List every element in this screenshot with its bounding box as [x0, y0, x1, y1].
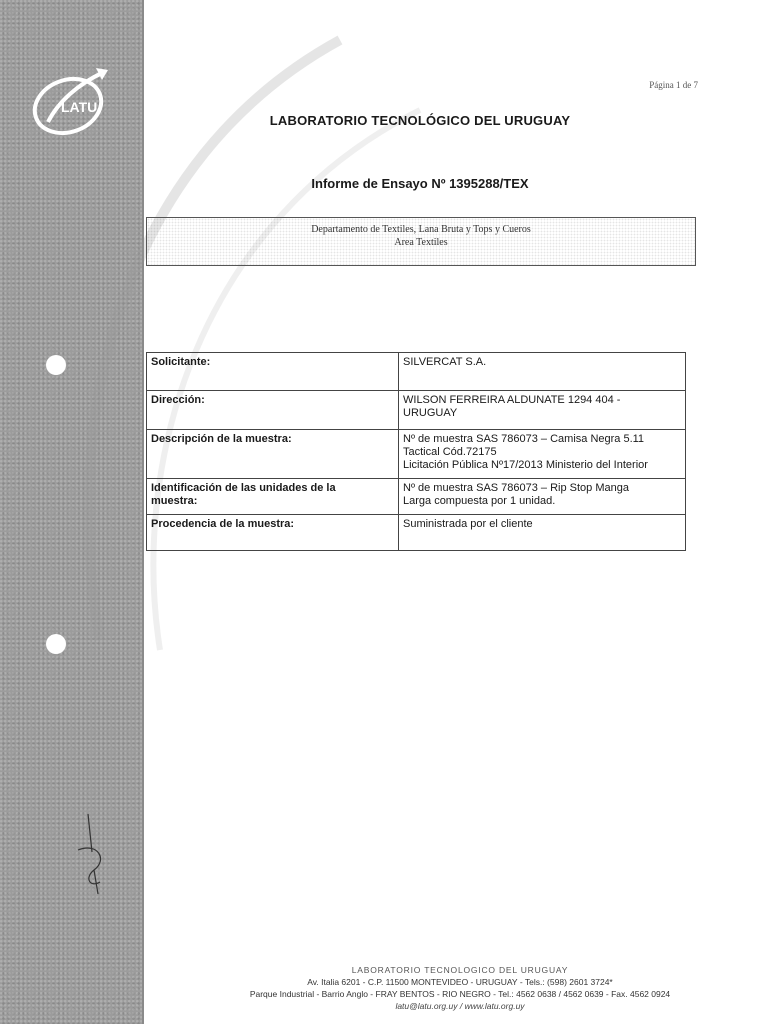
value-line: Suministrada por el cliente [403, 518, 533, 530]
value-line: Nº de muestra SAS 786073 – Rip Stop Manga [403, 482, 629, 494]
label-line: muestra: [151, 495, 198, 507]
department-area: Area Textiles [394, 237, 448, 248]
table-row [147, 430, 686, 479]
side-band-edge [142, 0, 144, 1024]
org-title: LABORATORIO TECNOLÓGICO DEL URUGUAY [269, 113, 571, 128]
row-value-direccion [399, 391, 686, 430]
department-name: Departamento de Textiles, Lana Bruta y Tops y Cueros [311, 224, 531, 235]
row-value-descripcion [399, 430, 686, 479]
punch-hole-bottom [46, 634, 66, 654]
value-line: Larga compuesta por 1 unidad. [403, 495, 556, 507]
footer-address-montevideo: Av. Italia 6201 - C.P. 11500 MONTEVIDEO - URUGUAY - Tels.: (598) 2601 3724* [307, 977, 613, 987]
row-label-solicitante: Solicitante: [147, 353, 399, 391]
footer-org: LABORATORIO TECNOLOGICO DEL URUGUAY [351, 965, 569, 975]
footer [150, 964, 768, 1012]
footer-address-fray-bentos: Parque Industrial - Barrio Anglo - FRAY BENTOS - RIO NEGRO - Tel.: 4562 0638 / 4562 0639 - Fax. 4562 0924 [249, 989, 671, 999]
row-value-identificacion [399, 479, 686, 515]
value-line: WILSON FERREIRA ALDUNATE 1294 404 - [403, 394, 621, 406]
row-label-direccion: Dirección: [147, 391, 399, 430]
table-row [147, 391, 686, 430]
logo-text: LATU [61, 99, 98, 115]
punch-hole-top [46, 355, 66, 375]
table-row [147, 479, 686, 515]
latu-logo [28, 62, 120, 142]
row-label-identificacion [147, 479, 399, 515]
value-line: Tactical Cód.72175 [403, 446, 497, 458]
row-value-solicitante [399, 353, 686, 391]
row-value-procedencia [399, 515, 686, 551]
department-box [146, 217, 696, 266]
table-row [147, 353, 686, 391]
value-line: URUGUAY [403, 407, 458, 419]
row-label-descripcion: Descripción de la muestra: [147, 430, 399, 479]
page-number: Página 1 de 7 [649, 80, 698, 90]
value-line: Licitación Pública Nº17/2013 Ministerio del Interior [403, 459, 648, 471]
sample-info-table [146, 352, 686, 551]
footer-contact: latu@latu.org.uy / www.latu.org.uy [395, 1001, 525, 1011]
value-line: SILVERCAT S.A. [403, 356, 487, 368]
value-line: Nº de muestra SAS 786073 – Camisa Negra 5.11 [403, 433, 645, 445]
row-label-procedencia: Procedencia de la muestra: [147, 515, 399, 551]
table-row [147, 515, 686, 551]
report-title: Informe de Ensayo Nº 1395288/TEX [311, 176, 529, 191]
label-line: Identificación de las unidades de la [151, 482, 336, 494]
signature-mark [70, 812, 120, 897]
